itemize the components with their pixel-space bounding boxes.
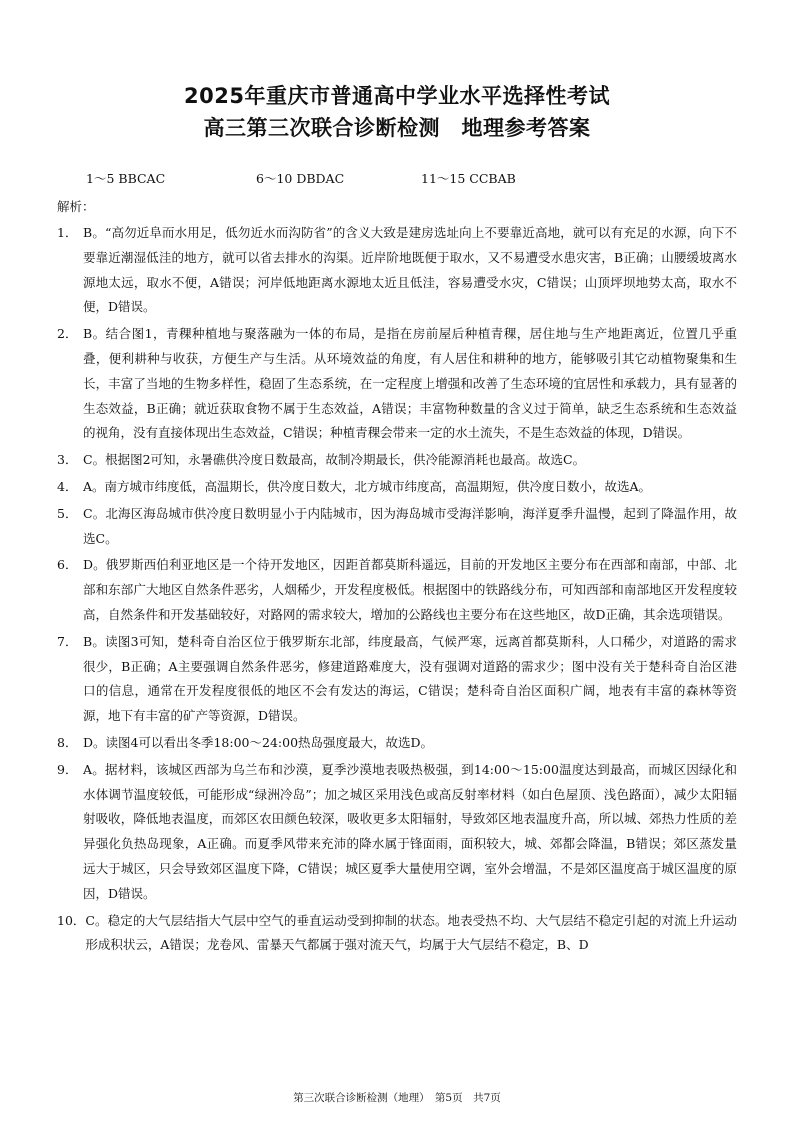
item-text: A。南方城市纬度低，高温期长，供冷度日数大，北方城市纬度高，高温期短，供冷度日数小，故选A。: [83, 478, 652, 494]
item-number: 3．: [57, 452, 78, 468]
analysis-item: [57, 758, 737, 907]
item-text: C。根据图2可知，永暑礁供冷度日数最高，故制冷期最长，供冷能源消耗也最高。故选C。: [83, 452, 586, 468]
item-number: 8．: [57, 734, 78, 750]
item-text: D。读图4可以看出冬季18:00～24:00热岛强度最大，故选D。: [83, 734, 434, 750]
analysis-item: [57, 909, 737, 959]
item-text: B。结合图1，青稞种植地与聚落融为一体的布局，是指在房前屋后种植青稞，居住地与生产地距离近，位置几乎重叠，便利耕种与收获，方便生产与生活。从环境效益的角度，有人居住和耕种的地方，能够吸引其它动植物聚集和生长，丰富了当地的生物多样性，稳固了生态系统，在一定程度上增强和改善了生态环境的宜居性和承载力，具有显著的生态效益，B正确；就近获取食物不属于生态效益，A错误；丰富物种数量的含义过于简单，缺乏生态系统和生态效益的视角，没有直接体现出生态效益，C错误；种植青稞会带来一定的水土流失，不是生态效益的体现，D错误。: [83, 326, 737, 441]
document-subtitle: 高三第三次联合诊断检测 地理参考答案: [203, 116, 591, 140]
item-number: 2．: [57, 326, 78, 342]
item-number: 1．: [57, 225, 78, 240]
answer-group-3: 11～15 CCBAB: [421, 171, 516, 186]
analysis-label: 解析：: [57, 199, 95, 214]
answer-group-1: 1～5 BBCAC: [86, 171, 166, 186]
item-number: 6．: [57, 557, 78, 573]
answer-group-2: 6～10 DBDAC: [256, 171, 345, 186]
analysis-item: [57, 448, 737, 473]
item-text: B。“高勿近阜而水用足，低勿近水而沟防省”的含义大致是建房选址向上不要靠近高地，就可以有充足的水源，向下不要靠近潮湿低洼的地方，就可以省去排水的沟渠。近岸阶地既便于取水，又不易遭受水患灾害，B正确；山腰缓坡离水源地太远，取水不便，A错误；河岸低地距离水源地太近且低洼，容易遭受水灾，C错误；山顶坪坝地势太高，取水不便，D错误。: [83, 225, 737, 315]
analysis-item: [57, 553, 737, 627]
item-text: A。据材料，该城区西部为乌兰布和沙漠，夏季沙漠地表吸热极强，到14:00～15:00温度达到最高，而城区因绿化和水体调节温度较低，可能形成“绿洲冷岛”；加之城区采用浅色或高反射率材料（如白色屋顶、浅色路面），减少太阳辐射吸收，降低地表温度，而郊区农田颜色较深，吸收更多太阳辐射，导致郊区地表温度升高，所以城、郊热力性质的差异强化负热岛现象，A正确。而夏季风带来充沛的降水属于锋面雨，面积较大，城、郊都会降温，B错误；郊区蒸发量远大于城区，只会导致郊区温度下降，C错误；城区夏季大量使用空调，室外会增温，不是郊区温度高于城区温度的原因，D错误。: [83, 761, 737, 901]
item-number: 4．: [57, 478, 78, 494]
item-text: B。读图3可知，楚科奇自治区位于俄罗斯东北部，纬度最高，气候严寒，远离首都莫斯科，人口稀少，对道路的需求很少，B正确；A主要强调自然条件恶劣，修建道路难度大，没有强调对道路的需求少；图中没有关于楚科奇自治区港口的信息，通常在开发程度很低的地区不会有发达的海运，C错误；楚科奇自治区面积广阔，地表有丰富的森林等资源，地下有丰富的矿产等资源，D错误。: [83, 633, 737, 724]
analysis-item: [57, 475, 737, 500]
item-text: C。稳定的大气层结指大气层中空气的垂直运动受到抑制的状态。地表受热不均、大气层结不稳定引起的对流上升运动形成积状云，A错误；龙卷风、雷暴天气都属于强对流天气，均属于大气层结不稳定，B、D: [85, 912, 737, 953]
page-footer: 第三次联合诊断检测（地理） 第5页 共7页: [293, 1092, 501, 1104]
analysis-item: [57, 322, 737, 446]
analysis-item: [57, 630, 737, 729]
item-text: D。俄罗斯西伯利亚地区是一个待开发地区，因距首都莫斯科遥远，目前的开发地区主要分布在西部和南部，中部、北部和东部广大地区自然条件恶劣，人烟稀少，开发程度极低。根据图中的铁路线分布，可知西部和南部地区开发程度较高，自然条件和开发基础较好，对路网的需求较大，增加的公路线也主要分布在这些地区，故D正确，其余选项错误。: [83, 557, 737, 622]
item-number: 9．: [57, 761, 78, 777]
item-text: C。北海区海岛城市供冷度日数明显小于内陆城市，因为海岛城市受海洋影响，海洋夏季升温慢，起到了降温作用，故选C。: [83, 505, 737, 546]
analysis-item: [57, 502, 737, 552]
item-number: 10．: [57, 912, 86, 928]
item-number: 5．: [57, 505, 78, 521]
document-title: 2025年重庆市普通高中学业水平选择性考试: [184, 84, 610, 108]
analysis-item: [57, 221, 737, 320]
item-number: 7．: [57, 633, 78, 649]
analysis-list: [57, 221, 737, 960]
analysis-item: [57, 731, 737, 756]
